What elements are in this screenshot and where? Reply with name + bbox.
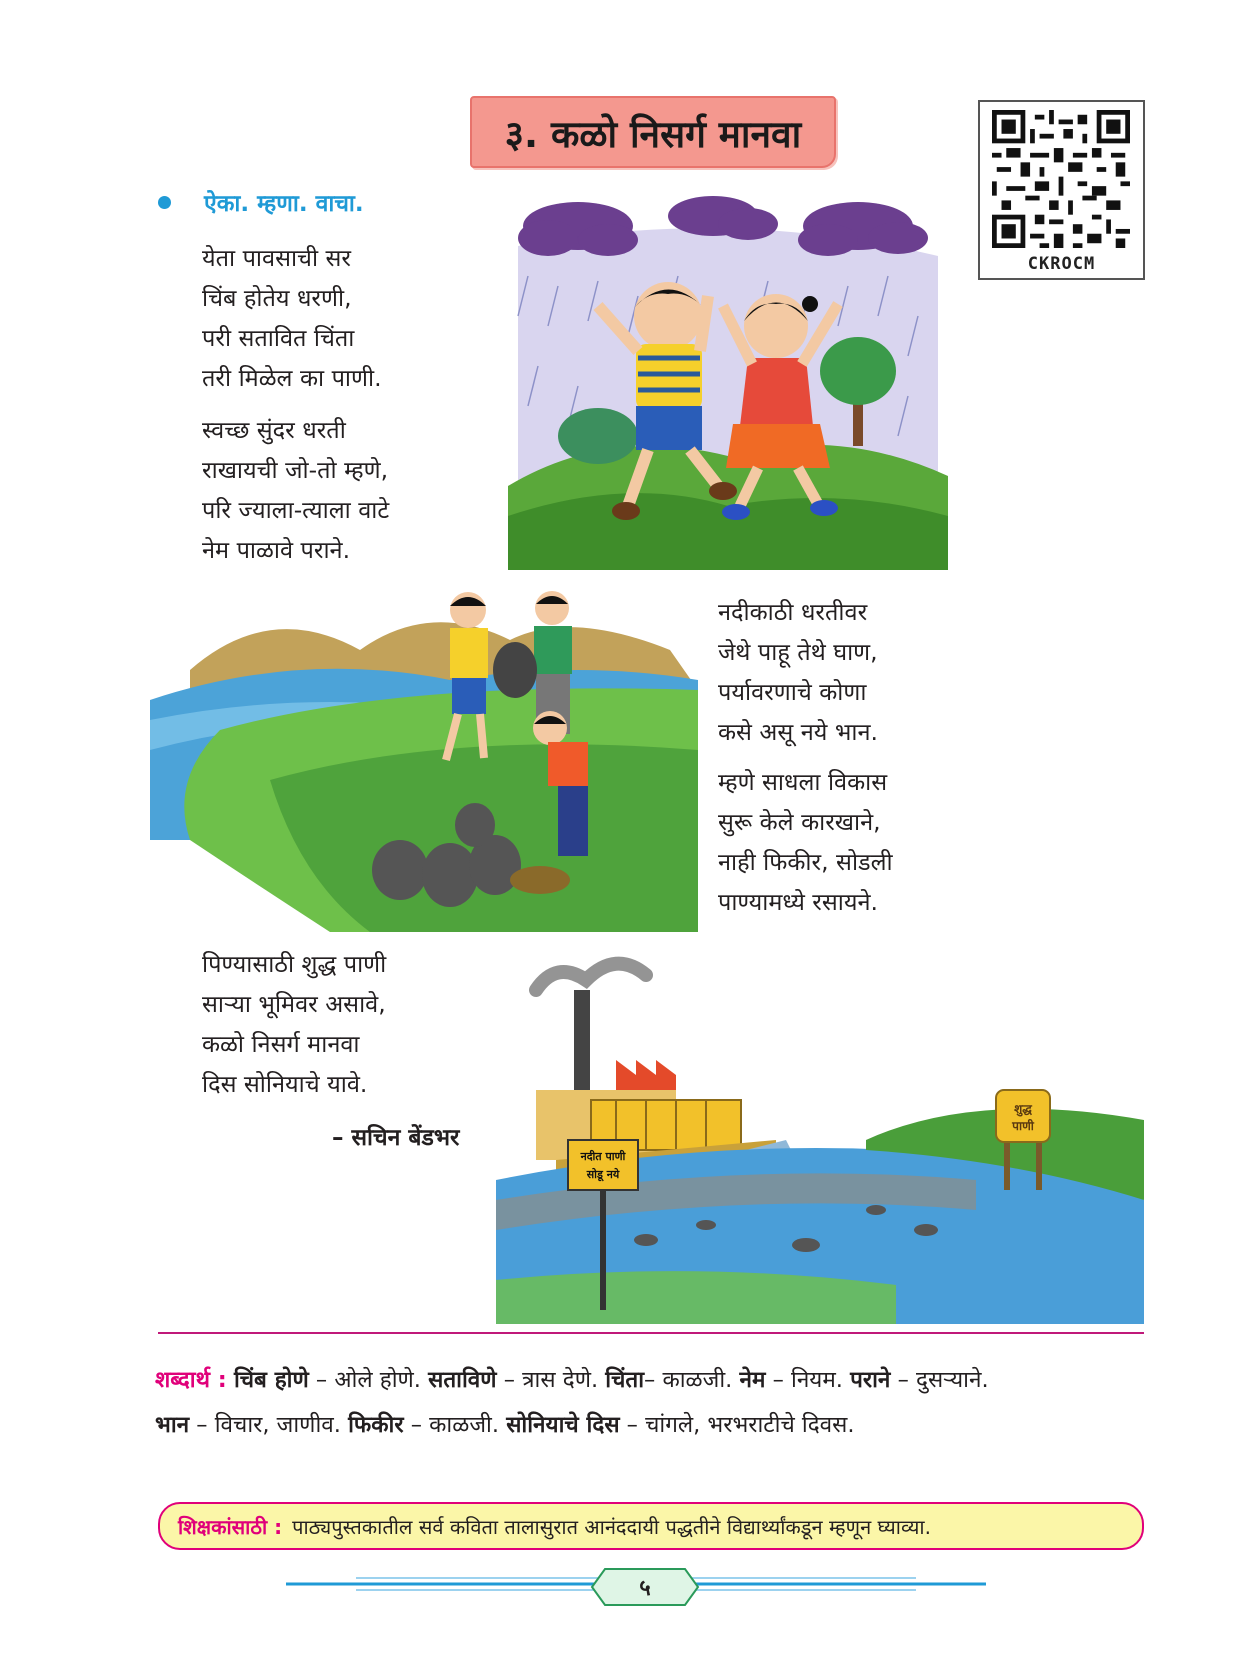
glossary-term: चिंता	[605, 1367, 645, 1393]
poem-line: राखायची जो-तो म्हणे,	[202, 456, 389, 484]
illustration-river-cleanup	[150, 580, 698, 932]
poet-name: – सचिन बेंडभर	[332, 1125, 460, 1151]
poem-line: परी सतावित चिंता	[202, 324, 355, 352]
stanza-3	[718, 592, 878, 752]
tank-label-2: पाणी	[1012, 1119, 1034, 1133]
poem-line: नेम पाळावे पराने.	[202, 536, 351, 564]
glossary-meaning: – विचार, जाणीव.	[189, 1412, 349, 1438]
illustration-factory-pollution	[496, 940, 1144, 1324]
instruction-text: ऐका. म्हणा. वाचा.	[204, 191, 364, 217]
glossary-meaning: – ओले होणे.	[308, 1367, 429, 1393]
poem-line: कळो निसर्ग मानवा	[202, 1030, 360, 1058]
glossary-term: फिकीर	[348, 1412, 404, 1438]
poem-line: स्वच्छ सुंदर धरती	[202, 416, 346, 444]
stanza-5	[202, 944, 386, 1104]
glossary-term: सताविणे	[428, 1367, 497, 1393]
poem-line: नदीकाठी धरतीवर	[718, 598, 868, 626]
poem-line: येता पावसाची सर	[202, 244, 352, 272]
glossary-term: भान	[155, 1412, 190, 1438]
teacher-note-text: पाठ्यपुस्तकातील सर्व कविता तालासुरात आनंददायी पद्धतीने विद्यार्थ्यांकडून म्हणून घ्याव्या.	[292, 1514, 931, 1539]
stanza-4	[718, 762, 893, 922]
glossary-term: नेम	[739, 1367, 766, 1393]
sign-label-2: सोडू नये	[586, 1168, 620, 1181]
glossary-line-1	[155, 1358, 1145, 1403]
stanza-2	[202, 410, 389, 570]
stanza-1	[202, 238, 382, 398]
glossary-line-2	[155, 1403, 1145, 1448]
poem-line: दिस सोनियाचे यावे.	[202, 1070, 368, 1098]
glossary-meaning: – काळजी.	[403, 1412, 507, 1438]
glossary-term: पराने	[850, 1367, 891, 1393]
sign-label-1: नदीत पाणी	[580, 1150, 626, 1163]
glossary	[155, 1358, 1145, 1448]
poem-line: सुरू केले कारखाने,	[718, 808, 881, 836]
poem-line: म्हणे साधला विकास	[718, 768, 888, 796]
glossary-term: चिंब होणे	[233, 1367, 309, 1393]
poem-line: कसे असू नये भान.	[718, 718, 878, 746]
qr-code-icon	[992, 110, 1130, 248]
page-number	[590, 1567, 700, 1607]
illustration-kids-in-rain	[508, 186, 948, 570]
poem-line: नाही फिकीर, सोडली	[718, 848, 893, 876]
glossary-meaning: – काळजी.	[644, 1367, 740, 1393]
page-number-text: ५	[639, 1576, 651, 1601]
glossary-meaning: – त्रास देणे.	[496, 1367, 606, 1393]
bullet-icon	[158, 196, 171, 209]
poem-line: जेथे पाहू तेथे घाण,	[718, 638, 878, 666]
glossary-label: शब्दार्थ :	[155, 1367, 227, 1393]
poem-line: तरी मिळेल का पाणी.	[202, 364, 382, 392]
chapter-title: ३. कळो निसर्ग मानवा	[470, 96, 836, 168]
poem-line: चिंब होतेय धरणी,	[202, 284, 352, 312]
qr-code[interactable]	[978, 100, 1145, 280]
tank-label-1: शुद्ध	[1014, 1102, 1032, 1116]
poem-line: पाण्यामध्ये रसायने.	[718, 888, 879, 916]
poem-line: परि ज्याला-त्याला वाटे	[202, 496, 390, 524]
glossary-meaning: – चांगले, भरभराटीचे दिवस.	[619, 1412, 855, 1438]
glossary-term: सोनियाचे दिस	[506, 1412, 620, 1438]
glossary-meaning: – नियम.	[765, 1367, 851, 1393]
poem-line: साऱ्या भूमिवर असावे,	[202, 990, 386, 1018]
section-divider	[158, 1332, 1144, 1334]
poem-line: पिण्यासाठी शुद्ध पाणी	[202, 950, 387, 978]
teacher-note-label: शिक्षकांसाठी :	[178, 1514, 283, 1539]
glossary-meaning: – दुसऱ्याने.	[890, 1367, 989, 1393]
qr-code-label: CKROCM	[1027, 254, 1096, 274]
teacher-note	[158, 1502, 1144, 1550]
poem-line: पर्यावरणाचे कोणा	[718, 678, 867, 706]
